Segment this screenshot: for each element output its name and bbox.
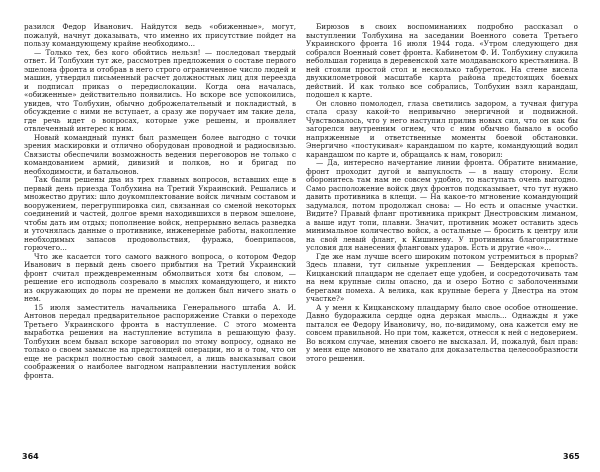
paragraph: Что же касается того самого важного вопроса, о котором Федор Иванович в первый день своего прибытия на Третий Украинский фронт считал преждевременным обмолвиться хотя бы словом, — решение его исподволь созревало в мыслях командующего, и никто из окружающих до поры не премени не должен был ничего знать о нем.	[24, 251, 296, 303]
right-page	[306, 23, 578, 443]
paragraph: Так были решены два из трех главных вопросов, вставших еще в первый день приезда Толбухина на Третий Украинский. Решались и множество других: шло доукомплектование войск личным составом и вооружением, перегруппировка сил, связанная со сменой некоторых соединений и частей, долгое время находившихся в первом эшелоне, чтобы дать им отдых; пополнение войск, непрерывно велась разведка и уточнялась данные о противнике, инженерные работы, накопление необходимых запасов продовольствия, фуража, боеприпасов, горючего...	[24, 175, 296, 252]
paragraph: 15 июля заместитель начальника Генерального штаба А. И. Антонов передал предварительное распоряжение Ставки о переходе Третьего Украинского фронта в наступление. С этого момента выработка решения на наступление вступила в решающую фазу. Толбухин всем бывал вскоре заговорил по этому вопросу, однако не только о своем замысле на предстоящей операции, но и о том, что он еще не раскрыл полностью свой замысел, а лишь высказывал свои соображения о наиболее выгодном направлении наступления войск фронта.	[24, 302, 296, 380]
paragraph: — Да, интересно начертание линии фронта. Обратите внимание, фронт проходит дугой и выпуклость — в нашу сторону. Если оборонитесь там нам не совсем удобно, то наступать очень выгодно. Само расположение войск двух фронтов подсказывает, что тут нужно давить противника в клещи. — На какое-то мгновение командующий задумался, потом продолжал снова: — Но есть и опасные участки. Видите? Правый фланг противника прикрыт Днестровским лиманом, а выше идут топи, плавни. Значит, противник может оставить здесь минимальное количество войск, а остальные — бросить к центру или на свой левый фланг, к Кишиневу. У противника благоприятные условия для нанесения фланговых ударов. Есть и другие «но»...	[306, 158, 578, 252]
right-page-text	[306, 23, 578, 363]
paragraph: А у меня к Кицканскому плацдарму было свое особое отношение. Давно будоражила сердце одна дерзкая мысль... Однажды я уже пытался ее Федору Ивановичу, но, по-видимому, она кажется ему не совсем правильной. Но при том, кажется, отнесся к ней с недоверием. Во всяком случае, мнения своего не высказал. И, пожалуй, был прав: у меня еще мнового не хватало для доказательства целесообразности этого решения.	[306, 302, 578, 363]
paragraph: Бирюзов в своих воспоминаниях подробно рассказал о выступлении Толбухина на заседании Военного совета Третьего Украинского фронта 16 июля 1944 года. «Утром следующего дня собрался Военный совет фронта. Кабинетом Ф. И. Толбухину служила небольшая горница в деревенской хате молдаванского крестьянина. В ней стояли простой стол и несколько табуреток. На стене висела двухкилометровой масштабе карта района предстоящих боевых действий. И как только все собрались, Толбухин взял карандаш, подошел к карте.	[306, 23, 578, 99]
paragraph: Новый командный пункт был размещен более выгодно с точки зрения маскировки и отлично оборудован проводной и радиосвязью. Связисты обеспечили возможность ведения переговоров не только с командованием армий, дивизий и полков, но и бригад по необходимости, и батальонов.	[24, 132, 296, 176]
left-page-number: 364	[22, 452, 39, 461]
left-page	[24, 23, 296, 443]
paragraph: Где же нам лучше всего широким потоком устремиться в прорыв? Здесь плавни, тут сильные укрепления — Бендерская крепость. Кицканский плацдарм не сделает еще удобен, и сосредоточивать там на нем крупные силы опасно, да и озеро Ботно с заболоченными берегами помеха. А велика, как крупные берега у Днестра на этом участке?»	[306, 251, 578, 303]
right-page-number: 365	[563, 452, 580, 461]
paragraph: разился Федор Иванович. Найдутся ведь «обиженные», могут, пожалуй, начнут доказывать, что именно их присутствие пойдет на пользу командующему крайне необходимо...	[24, 23, 296, 48]
paragraph: — Только тех, без кого обойтись нельзя! — последовал твердый ответ. И Толбухин тут же, рассмотрев предложения о составе первого эшелона фронта и отобрав в него строго ограниченное число людей и машин, утвердил письменный расчет должностных лиц для переезда и подписал приказ о передислокации. Когда она началась, «обиженные» действительно появились. Но вскоре все успокоились, увидев, что Толбухин, обычно доброжелательный и покладистый, в обсуждение с ними не вступает, а сразу же поручает им такие дела, где речь идет о вопросах, которые уже решены, и проявляет отвлеченный интерес к ним.	[24, 47, 296, 133]
left-page-text	[24, 23, 296, 380]
paragraph: Он словно помолодел, глаза светились задором, а тучная фигура стала сразу какой-то непривычно энергичной и подвижной. Чувствовалось, что у него наступил прилив новых сил, что он как бы загорелся внутренним огнем, что с ним обычно бывало в особо напряженные и ответственные моменты боевой обстановки. Энергично «постукивая» карандашом по карте, командующий водил карандашом по карте и, обращаясь к нам, говорил:	[306, 98, 578, 159]
